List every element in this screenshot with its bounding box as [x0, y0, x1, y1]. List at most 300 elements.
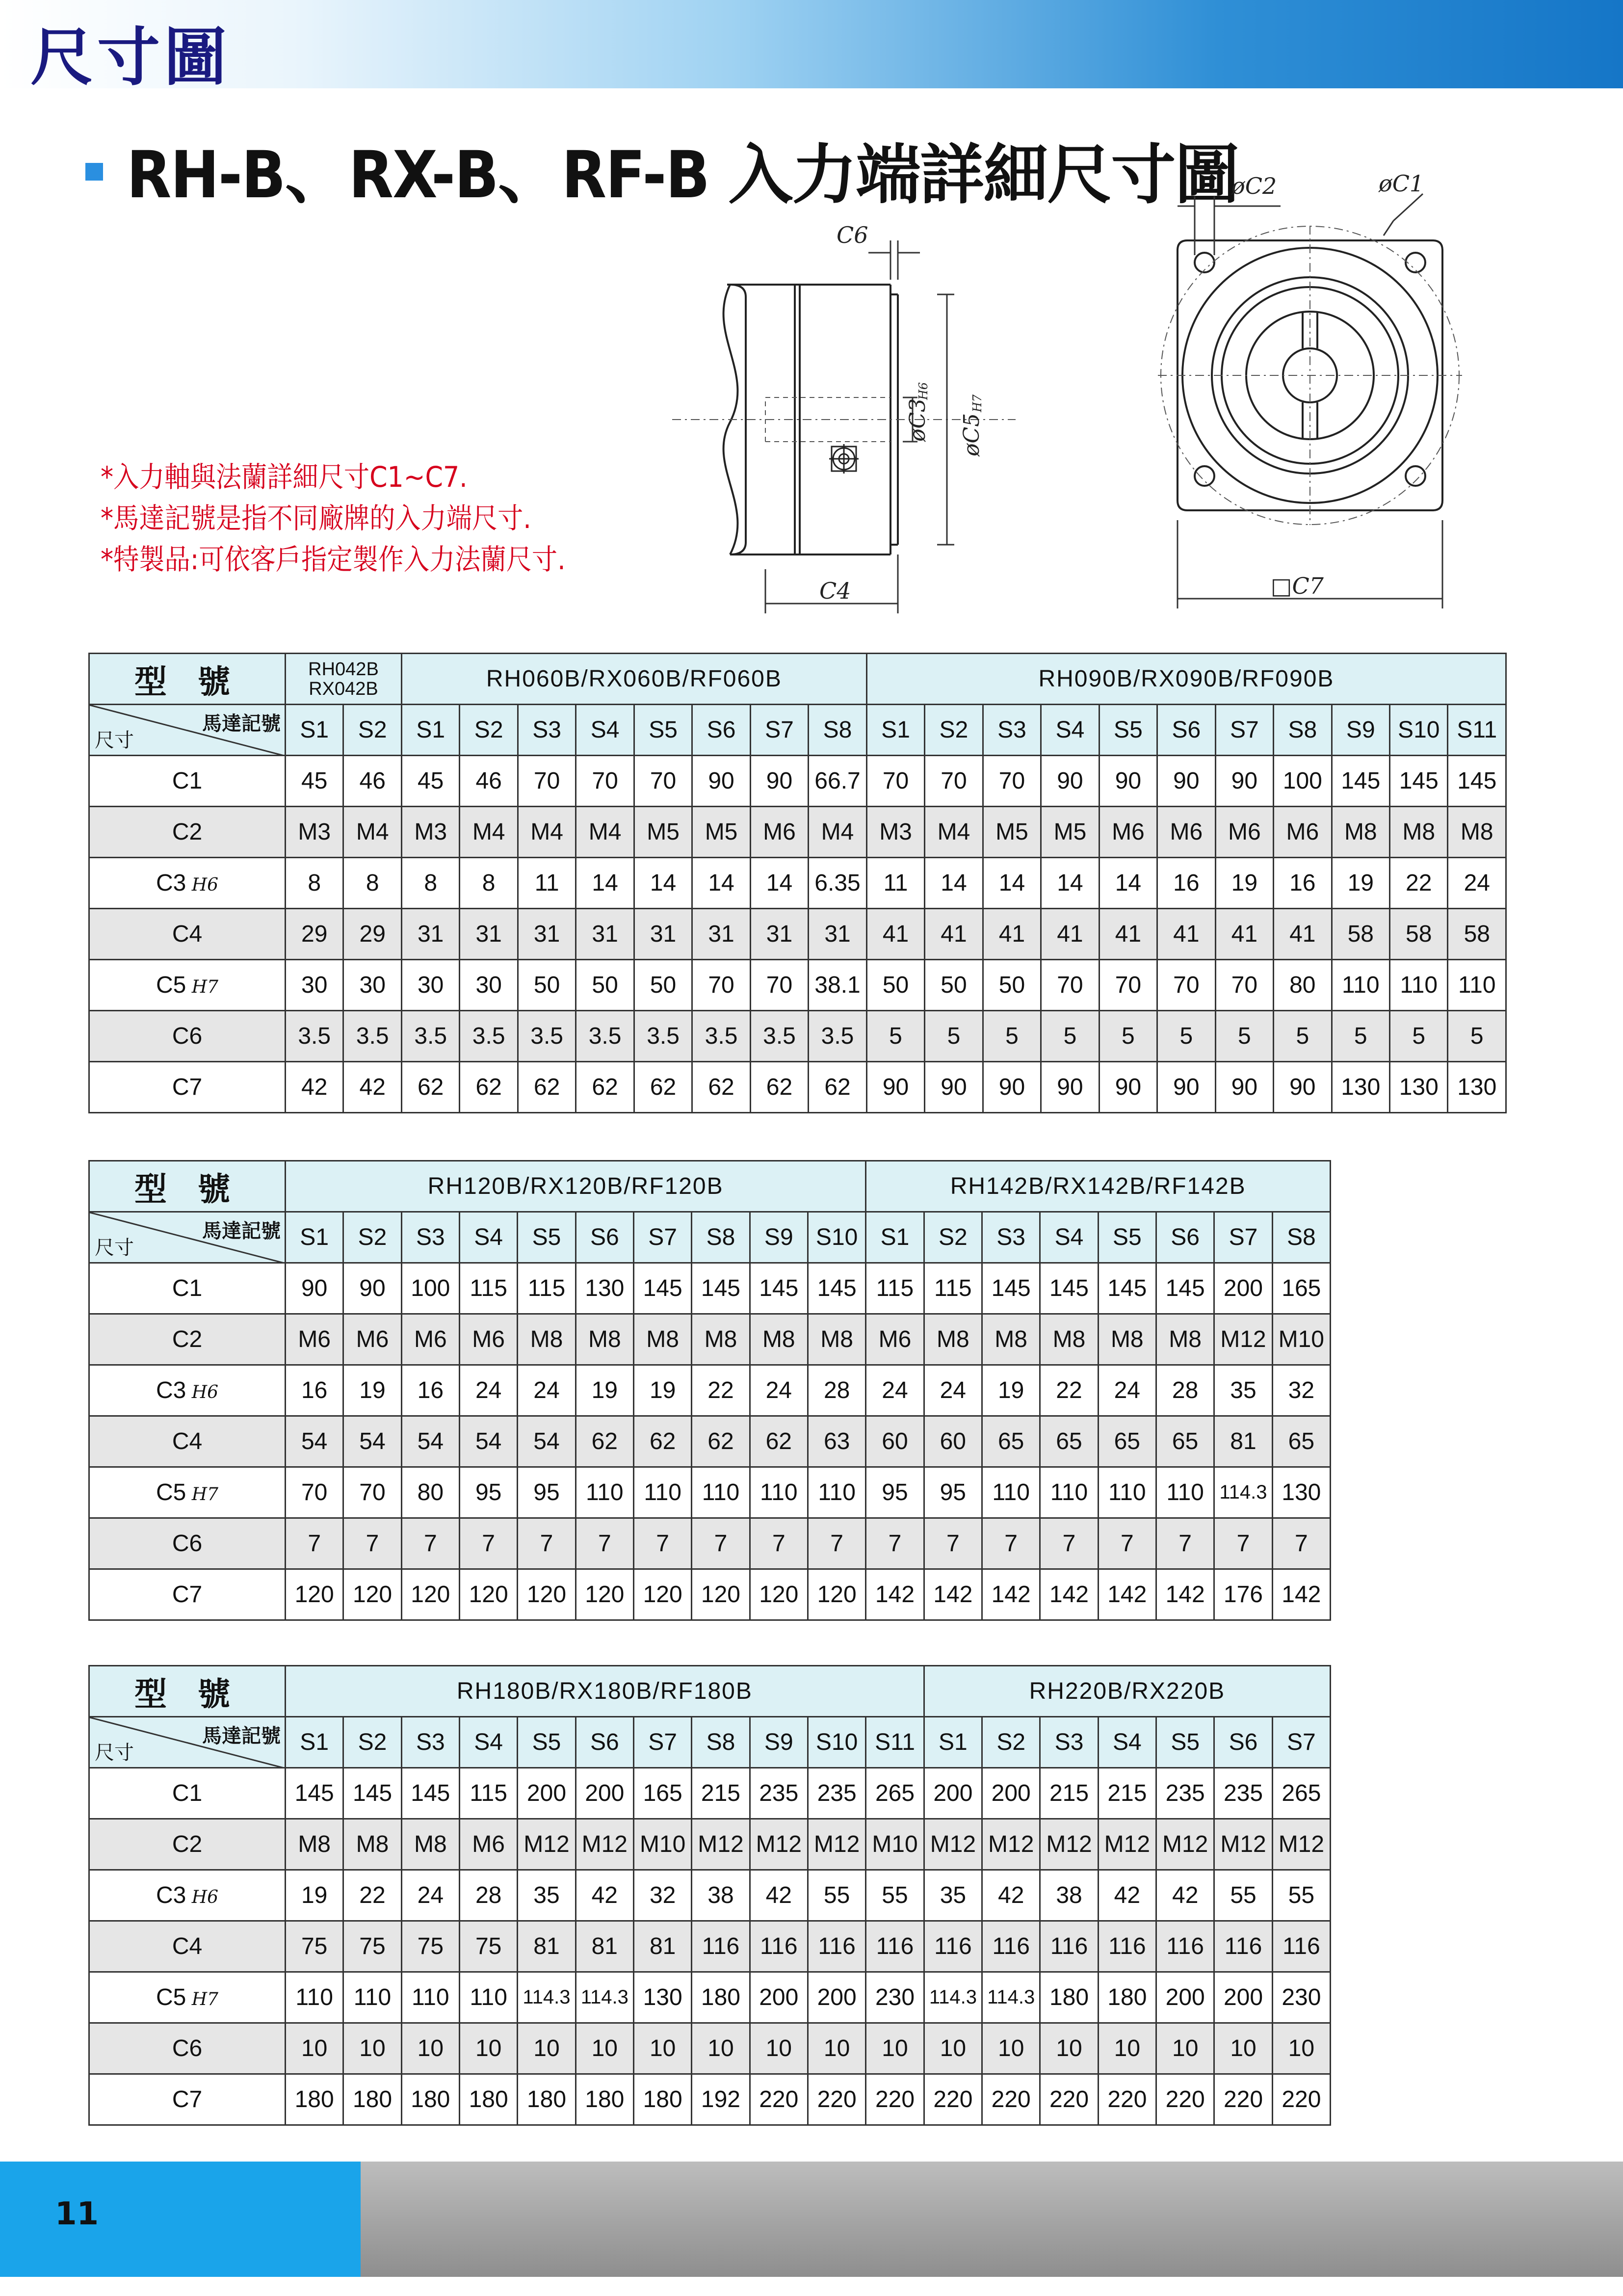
table-cell: 3.5	[750, 1011, 808, 1062]
table-cell: 180	[286, 2074, 343, 2125]
row-label	[89, 1569, 286, 1620]
model-header-label: 型 號	[89, 1666, 286, 1717]
table-cell: 10	[459, 2023, 517, 2074]
table-cell: 42	[1156, 1870, 1214, 1921]
row-label-text: C4	[172, 1933, 203, 1959]
table-cell: 110	[1390, 960, 1448, 1011]
model-group-0: RH120B/RX120B/RF120B	[286, 1161, 866, 1212]
table-cell: 200	[924, 1768, 982, 1819]
table-cell: 115	[459, 1263, 517, 1314]
table-cell: 180	[459, 2074, 517, 2125]
table-cell: 5	[1274, 1011, 1332, 1062]
table-cell: 10	[286, 2023, 343, 2074]
table-cell: M12	[982, 1819, 1040, 1870]
table-cell: M8	[1390, 807, 1448, 858]
table-cell: 200	[1214, 1972, 1272, 2023]
table-cell: M6	[1215, 807, 1273, 858]
table-cell: 31	[401, 909, 459, 960]
table-cell: 116	[866, 1921, 924, 1972]
table-cell: 10	[518, 2023, 576, 2074]
table-cell: 120	[633, 1569, 691, 1620]
row-label-text: C2	[172, 1831, 203, 1857]
table-row-c6	[89, 2023, 1331, 2074]
model-header-row	[89, 1666, 1331, 1717]
table-row-c2	[89, 807, 1506, 858]
table-cell: 6.35	[809, 858, 867, 909]
table-cell: 115	[459, 1768, 517, 1819]
table-row-c2	[89, 1314, 1331, 1365]
table-row-c7	[89, 1062, 1506, 1113]
motor-code-cell: S2	[343, 705, 401, 756]
motor-code-label: 馬達記號	[202, 1220, 281, 1242]
row-label	[89, 1365, 286, 1416]
table-cell: 75	[401, 1921, 459, 1972]
table-row-c4	[89, 1921, 1331, 1972]
footer-page-tab	[0, 2162, 361, 2277]
table-cell: 19	[1332, 858, 1389, 909]
table-cell: 65	[982, 1416, 1040, 1467]
motor-code-cell: S3	[1040, 1717, 1098, 1768]
table-cell: M6	[1099, 807, 1157, 858]
table-cell: 32	[1272, 1365, 1330, 1416]
table-row-c3	[89, 1365, 1331, 1416]
row-label-text: C6	[172, 2035, 203, 2061]
table-cell: 145	[1040, 1263, 1098, 1314]
table-cell: 3.5	[634, 1011, 692, 1062]
row-label-text: C7	[172, 1074, 203, 1100]
table-cell: M4	[809, 807, 867, 858]
table-cell: 14	[750, 858, 808, 909]
table-cell: 16	[401, 1365, 459, 1416]
motor-code-cell: S5	[518, 1717, 576, 1768]
notes	[101, 456, 566, 580]
table-cell: 5	[866, 1011, 924, 1062]
table-cell: 265	[866, 1768, 924, 1819]
table-cell: M8	[576, 1314, 633, 1365]
table-cell: 3.5	[809, 1011, 867, 1062]
table-cell: M8	[1332, 807, 1389, 858]
table-cell: 8	[286, 858, 343, 909]
table-cell: 22	[343, 1870, 401, 1921]
table-cell: 70	[692, 960, 750, 1011]
table-cell: 215	[1098, 1768, 1156, 1819]
table-cell: 142	[1098, 1569, 1156, 1620]
table-cell: M8	[1098, 1314, 1156, 1365]
table-cell: 38	[1040, 1870, 1098, 1921]
table-cell: 70	[634, 756, 692, 807]
table-cell: 11	[518, 858, 576, 909]
table-cell: 62	[576, 1062, 634, 1113]
table-cell: M8	[1448, 807, 1506, 858]
table-cell: 220	[1156, 2074, 1214, 2125]
table-cell: 110	[1448, 960, 1506, 1011]
table-cell: 14	[576, 858, 634, 909]
table-cell: M6	[286, 1314, 343, 1365]
table-cell: 180	[343, 2074, 401, 2125]
row-label	[89, 1314, 286, 1365]
table-cell: 80	[1274, 960, 1332, 1011]
table-cell: 41	[866, 909, 924, 960]
motor-code-cell: S4	[459, 1212, 517, 1263]
table-cell: 3.5	[343, 1011, 401, 1062]
table-cell: 24	[924, 1365, 982, 1416]
table-cell: 10	[982, 2023, 1040, 2074]
table-row-c5	[89, 960, 1506, 1011]
table-cell: 176	[1214, 1569, 1272, 1620]
table-cell: 41	[1274, 909, 1332, 960]
table-cell: 120	[343, 1569, 401, 1620]
table-cell: 220	[982, 2074, 1040, 2125]
table-cell: 120	[459, 1569, 517, 1620]
row-label-text: C7	[172, 2086, 203, 2112]
row-label	[89, 1972, 286, 2023]
table-cell: M4	[460, 807, 518, 858]
table-cell: 10	[576, 2023, 633, 2074]
table-cell: M12	[1272, 1819, 1330, 1870]
motor-code-cell: S11	[866, 1717, 924, 1768]
motor-code-cell: S6	[576, 1212, 633, 1263]
table-cell: 3.5	[460, 1011, 518, 1062]
table-cell: 31	[634, 909, 692, 960]
motor-code-cell: S1	[924, 1717, 982, 1768]
table-cell: 90	[750, 756, 808, 807]
table-cell: 110	[982, 1467, 1040, 1518]
motor-code-cell: S2	[925, 705, 983, 756]
motor-code-cell: S5	[634, 705, 692, 756]
table-cell: 116	[924, 1921, 982, 1972]
table-cell: 5	[1448, 1011, 1506, 1062]
table-row-c7	[89, 2074, 1331, 2125]
table-cell: 110	[808, 1467, 865, 1518]
row-tolerance: H7	[186, 977, 219, 997]
table-cell: 115	[518, 1263, 576, 1314]
table-cell: 7	[576, 1518, 633, 1569]
table-cell: 24	[866, 1365, 924, 1416]
table-cell: 35	[924, 1870, 982, 1921]
table-cell: 90	[343, 1263, 401, 1314]
motor-code-cell: S5	[1099, 705, 1157, 756]
table-cell: 31	[750, 909, 808, 960]
table-cell: 24	[1098, 1365, 1156, 1416]
table-cell: M10	[1272, 1314, 1330, 1365]
table-cell: 16	[286, 1365, 343, 1416]
motor-code-cell: S6	[576, 1717, 633, 1768]
table-row-c5	[89, 1467, 1331, 1518]
table-cell: M5	[983, 807, 1041, 858]
model-group-2: RH090B/RX090B/RF090B	[866, 654, 1506, 705]
motor-code-cell: S8	[692, 1717, 750, 1768]
motor-code-cell: S3	[982, 1212, 1040, 1263]
label-c1: øC1	[1379, 170, 1424, 197]
row-label	[89, 909, 286, 960]
table-cell: 31	[809, 909, 867, 960]
table-cell: 230	[1272, 1972, 1330, 2023]
table-cell: 165	[1272, 1263, 1330, 1314]
table-cell: 10	[1214, 2023, 1272, 2074]
table-row-c1	[89, 1263, 1331, 1314]
table-cell: 180	[1040, 1972, 1098, 2023]
table-cell: 215	[1040, 1768, 1098, 1819]
table-row-c3	[89, 1870, 1331, 1921]
table-cell: 145	[401, 1768, 459, 1819]
table-cell: 62	[692, 1416, 750, 1467]
table-cell: M3	[401, 807, 459, 858]
table-cell: 60	[866, 1416, 924, 1467]
motor-code-cell: S8	[809, 705, 867, 756]
table-cell: 90	[1099, 1062, 1157, 1113]
row-label-text: C5	[156, 1479, 186, 1505]
table-cell: 32	[633, 1870, 691, 1921]
model-group-1: RH060B/RX060B/RF060B	[401, 654, 866, 705]
table-cell: 7	[459, 1518, 517, 1569]
motor-code-cell: S9	[750, 1212, 808, 1263]
table-cell: 114.3	[576, 1972, 633, 2023]
table-cell: 110	[576, 1467, 633, 1518]
table-cell: 42	[343, 1062, 401, 1113]
table-cell: 90	[866, 1062, 924, 1113]
table-cell: 29	[286, 909, 343, 960]
table-cell: M4	[576, 807, 634, 858]
row-label-text: C5	[156, 1984, 186, 2010]
row-label	[89, 807, 286, 858]
motor-code-cell: S6	[1214, 1717, 1272, 1768]
table-cell: 90	[1099, 756, 1157, 807]
table-cell: 54	[401, 1416, 459, 1467]
table-cell: 62	[809, 1062, 867, 1113]
row-label-text: C4	[172, 921, 203, 947]
table-cell: 41	[1157, 909, 1215, 960]
table-cell: 5	[1157, 1011, 1215, 1062]
table-cell: 55	[1214, 1870, 1272, 1921]
motor-code-cell: S2	[343, 1212, 401, 1263]
table-cell: 50	[866, 960, 924, 1011]
table-cell: 115	[866, 1263, 924, 1314]
page-title: 尺寸圖	[30, 21, 231, 94]
label-c3: øC3	[905, 398, 930, 442]
table-cell: M12	[1214, 1819, 1272, 1870]
table-cell: 7	[286, 1518, 343, 1569]
label-c3-tol: H6	[916, 382, 930, 400]
model-group-1: RH142B/RX142B/RF142B	[866, 1161, 1331, 1212]
motor-code-label: 馬達記號	[202, 1725, 281, 1747]
table-cell: 81	[576, 1921, 633, 1972]
table-cell: 10	[692, 2023, 750, 2074]
table-cell: 62	[692, 1062, 750, 1113]
table-cell: 7	[1214, 1518, 1272, 1569]
table-cell: 55	[866, 1870, 924, 1921]
motor-code-cell: S6	[1156, 1212, 1214, 1263]
table-cell: 8	[401, 858, 459, 909]
table-cell: 75	[343, 1921, 401, 1972]
table-cell: 7	[633, 1518, 691, 1569]
table-cell: 120	[808, 1569, 865, 1620]
table-cell: 30	[460, 960, 518, 1011]
table-cell: 54	[343, 1416, 401, 1467]
table-cell: 24	[750, 1365, 808, 1416]
row-label-text: C1	[172, 1780, 203, 1806]
motor-code-cell: S2	[924, 1212, 982, 1263]
table-row-c6	[89, 1518, 1331, 1569]
table-cell: 110	[286, 1972, 343, 2023]
table-cell: M12	[1156, 1819, 1214, 1870]
table-cell: 95	[924, 1467, 982, 1518]
table-cell: 31	[518, 909, 576, 960]
table-cell: 120	[401, 1569, 459, 1620]
table-cell: 46	[343, 756, 401, 807]
table-cell: 50	[576, 960, 634, 1011]
table-cell: M12	[576, 1819, 633, 1870]
table-cell: 24	[459, 1365, 517, 1416]
table-cell: 220	[924, 2074, 982, 2125]
table-cell: 145	[1156, 1263, 1214, 1314]
table-row-c1	[89, 756, 1506, 807]
table-cell: M6	[750, 807, 808, 858]
row-label	[89, 1416, 286, 1467]
table-cell: 145	[343, 1768, 401, 1819]
table-cell: 5	[983, 1011, 1041, 1062]
table-cell: 7	[982, 1518, 1040, 1569]
row-label	[89, 1870, 286, 1921]
motor-code-cell: S1	[866, 705, 924, 756]
table-cell: 220	[750, 2074, 808, 2125]
table-cell: 110	[1040, 1467, 1098, 1518]
table-cell: 10	[1040, 2023, 1098, 2074]
label-c6: C6	[837, 222, 868, 248]
table-cell: 116	[808, 1921, 865, 1972]
table-cell: 145	[1332, 756, 1389, 807]
motor-code-cell: S1	[401, 705, 459, 756]
table-cell: 65	[1272, 1416, 1330, 1467]
table-cell: 7	[1272, 1518, 1330, 1569]
table-cell: 215	[692, 1768, 750, 1819]
table-cell: 70	[576, 756, 634, 807]
table-cell: 41	[925, 909, 983, 960]
table-cell: 38.1	[809, 960, 867, 1011]
table-cell: M8	[924, 1314, 982, 1365]
table-cell: 14	[983, 858, 1041, 909]
row-label-text: C1	[172, 768, 203, 794]
table-cell: 142	[1272, 1569, 1330, 1620]
table-cell: 10	[750, 2023, 808, 2074]
model-header-label: 型 號	[89, 1161, 286, 1212]
table-cell: M12	[518, 1819, 576, 1870]
table-cell: 116	[1214, 1921, 1272, 1972]
table-cell: M6	[1157, 807, 1215, 858]
table-cell: 116	[750, 1921, 808, 1972]
table-cell: 110	[750, 1467, 808, 1518]
row-label-text: C6	[172, 1531, 203, 1557]
table-cell: 66.7	[809, 756, 867, 807]
model-group-1: RH220B/RX220B	[924, 1666, 1330, 1717]
table-cell: M6	[459, 1314, 517, 1365]
table-cell: 70	[1215, 960, 1273, 1011]
row-label-text: C1	[172, 1275, 203, 1301]
table-row-c4	[89, 1416, 1331, 1467]
motor-code-cell: S5	[518, 1212, 576, 1263]
row-label	[89, 1263, 286, 1314]
table-cell: 45	[401, 756, 459, 807]
table-cell: 45	[286, 756, 343, 807]
dimension-label: 尺寸	[95, 1742, 134, 1764]
row-label	[89, 1467, 286, 1518]
note-2: *馬達記號是指不同廠牌的入力端尺寸.	[101, 501, 531, 535]
table-cell: 62	[634, 1062, 692, 1113]
table-cell: M8	[633, 1314, 691, 1365]
table-row-c5	[89, 1972, 1331, 2023]
table-cell: 90	[1215, 1062, 1273, 1113]
table-cell: 42	[286, 1062, 343, 1113]
row-tolerance: H6	[186, 1382, 219, 1402]
table-cell: 7	[692, 1518, 750, 1569]
table-cell: 120	[518, 1569, 576, 1620]
table-cell: 70	[286, 1467, 343, 1518]
table-cell: 110	[1332, 960, 1389, 1011]
row-label	[89, 1921, 286, 1972]
table-cell: 90	[1157, 1062, 1215, 1113]
table-cell: 220	[808, 2074, 865, 2125]
table-cell: 70	[1041, 960, 1099, 1011]
table-cell: 235	[1214, 1768, 1272, 1819]
table-cell: 19	[576, 1365, 633, 1416]
table-cell: 3.5	[576, 1011, 634, 1062]
table-cell: 200	[982, 1768, 1040, 1819]
table-cell: 200	[518, 1768, 576, 1819]
table-cell: 116	[1098, 1921, 1156, 1972]
table-cell: 58	[1390, 909, 1448, 960]
label-c7: □C7	[1271, 573, 1324, 599]
table-cell: 200	[1156, 1972, 1214, 2023]
table-cell: 130	[1272, 1467, 1330, 1518]
header-band	[0, 0, 1623, 88]
motor-code-cell: S7	[1214, 1212, 1272, 1263]
table-cell: 220	[1214, 2074, 1272, 2125]
motor-code-label: 馬達記號	[202, 713, 281, 735]
table-cell: 145	[286, 1768, 343, 1819]
table-cell: 35	[518, 1870, 576, 1921]
table-cell: 62	[633, 1416, 691, 1467]
table-cell: 62	[401, 1062, 459, 1113]
table-cell: 7	[343, 1518, 401, 1569]
table-cell: 7	[1156, 1518, 1214, 1569]
table-cell: 200	[750, 1972, 808, 2023]
table-cell: 14	[1099, 858, 1157, 909]
model-header-label: 型 號	[89, 654, 286, 705]
table-cell: 220	[866, 2074, 924, 2125]
table-cell: 22	[1040, 1365, 1098, 1416]
table-cell: 10	[633, 2023, 691, 2074]
table-cell: M5	[1041, 807, 1099, 858]
motor-code-cell: S3	[518, 705, 576, 756]
table-cell: M8	[808, 1314, 865, 1365]
table-cell: M3	[286, 807, 343, 858]
table-cell: 24	[401, 1870, 459, 1921]
table-cell: 62	[576, 1416, 633, 1467]
table-cell: 235	[808, 1768, 865, 1819]
label-c5-tol: H7	[970, 394, 984, 412]
table-cell: 110	[633, 1467, 691, 1518]
table-cell: M12	[1040, 1819, 1098, 1870]
motor-code-cell: S10	[808, 1717, 865, 1768]
motor-code-cell: S10	[808, 1212, 865, 1263]
motor-code-cell: S7	[1215, 705, 1273, 756]
table-cell: 42	[576, 1870, 633, 1921]
motor-code-cell: S4	[1098, 1717, 1156, 1768]
table-cell: 180	[1098, 1972, 1156, 2023]
motor-code-cell: S1	[866, 1212, 924, 1263]
dimension-label: 尺寸	[95, 1237, 134, 1259]
row-label-text: C3	[156, 1377, 186, 1403]
table-cell: 7	[750, 1518, 808, 1569]
